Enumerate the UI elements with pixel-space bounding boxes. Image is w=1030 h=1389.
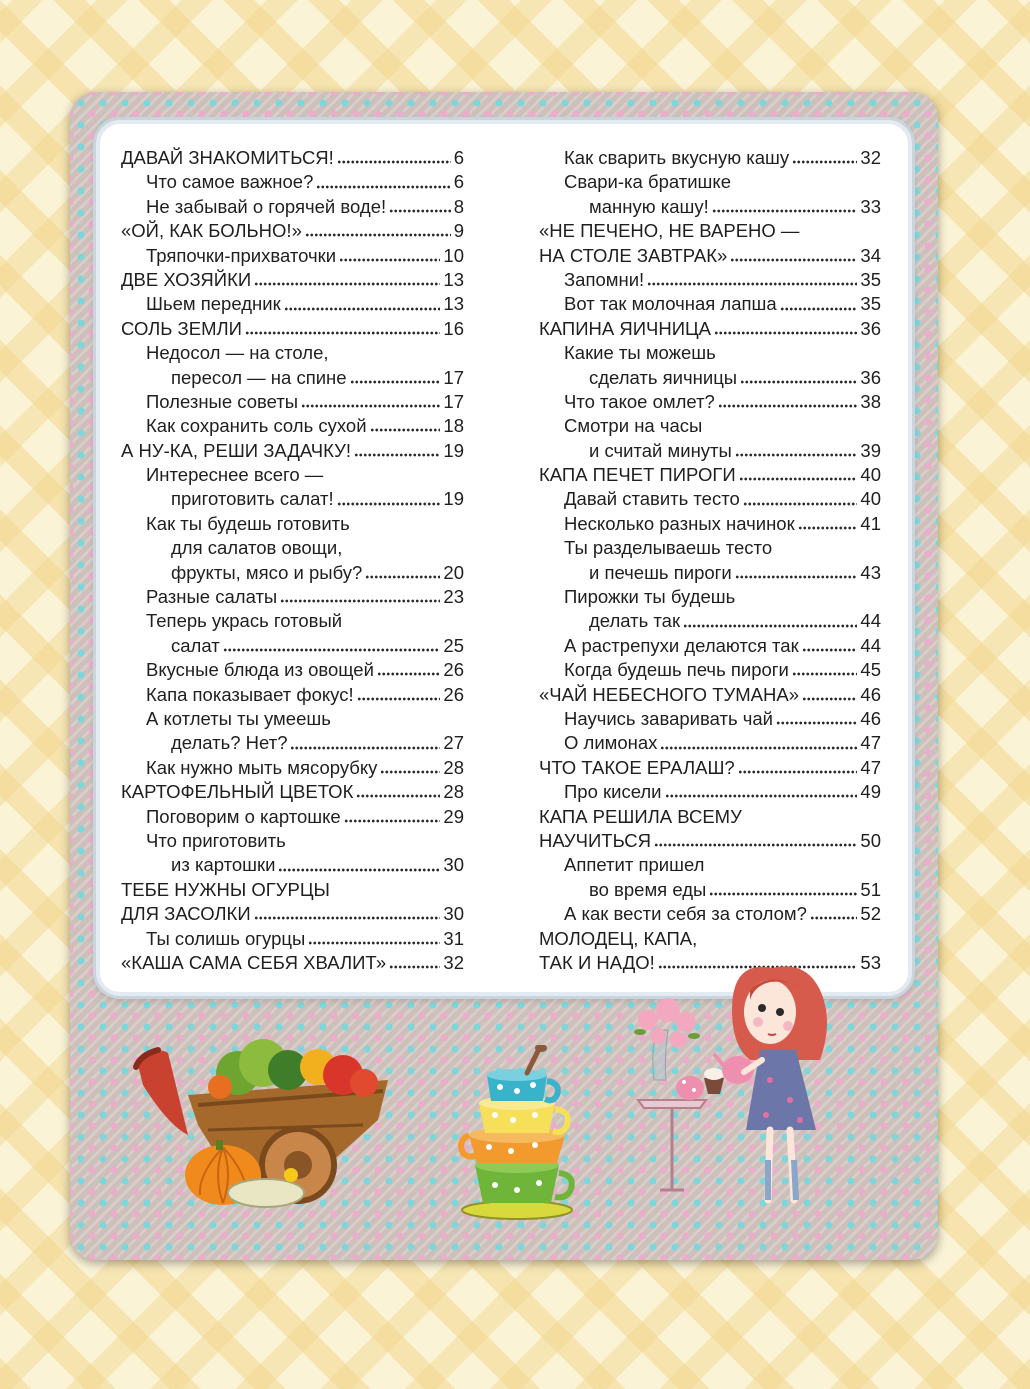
dot-leader: [654, 833, 857, 849]
toc-page-number: 46: [860, 707, 881, 729]
toc-entry-title: для салатов овощи,: [171, 537, 343, 559]
toc-entry: [539, 244, 881, 268]
toc-entry-title: Что приготовить: [146, 829, 286, 851]
toc-page-number: 49: [860, 781, 881, 803]
toc-entry: [121, 536, 464, 560]
dot-leader: [665, 784, 858, 800]
toc-entry-title: салат: [171, 634, 220, 656]
dot-leader: [780, 297, 858, 313]
toc-entry: [121, 439, 464, 463]
toc-entry-title: МОЛОДЕЦ, КАПА,: [539, 927, 698, 949]
toc-entry: [539, 829, 881, 853]
dot-leader: [350, 370, 441, 386]
toc-entry-title: КАПИНА ЯИЧНИЦА: [539, 317, 712, 339]
toc-entry-title: Вот так молочная лапша: [564, 293, 777, 315]
dot-leader: [365, 565, 440, 581]
toc-entry: [121, 244, 464, 268]
toc-entry: [121, 683, 464, 707]
toc-entry: [539, 634, 881, 658]
toc-entry-title: Про кисели: [564, 781, 662, 803]
dot-leader: [377, 662, 441, 678]
toc-entry: [539, 780, 881, 804]
dot-leader: [370, 418, 441, 434]
toc-entry: [121, 731, 464, 755]
toc-entry-title: Шьем передник: [146, 293, 281, 315]
toc-page-number: 13: [443, 293, 464, 315]
toc-entry: [121, 561, 464, 585]
toc-entry: [121, 317, 464, 341]
toc-page-number: 35: [860, 268, 881, 290]
dot-leader: [792, 662, 858, 678]
toc-entry-title: ЧТО ТАКОЕ ЕРАЛАШ?: [539, 756, 735, 778]
toc-entry: [539, 707, 881, 731]
toc-page-number: 6: [453, 147, 464, 168]
toc-entry-title: из картошки: [171, 854, 276, 876]
dot-leader: [389, 955, 440, 971]
dot-leader: [284, 297, 441, 313]
toc-entry-title: ТАК И НАДО!: [539, 951, 655, 973]
toc-entry-title: КАРТОФЕЛЬНЫЙ ЦВЕТОК: [121, 781, 354, 803]
toc-page-number: 23: [443, 586, 464, 608]
toc-entry: [539, 512, 881, 536]
toc-entry: [121, 463, 464, 487]
toc-entry: [539, 487, 881, 511]
dot-leader: [223, 638, 441, 654]
toc-entry-title: Что такое омлет?: [564, 390, 715, 412]
dot-leader: [280, 589, 440, 605]
toc-entry-title: пересол — на спине: [171, 366, 347, 388]
dot-leader: [301, 394, 440, 410]
toc-entry-title: делать? Нет?: [171, 732, 288, 754]
dot-leader: [254, 272, 440, 288]
toc-page-number: 30: [443, 854, 464, 876]
toc-entry: [121, 390, 464, 414]
dot-leader: [738, 760, 858, 776]
dot-leader: [647, 272, 857, 288]
toc-entry: [539, 853, 881, 877]
toc-entry: [121, 512, 464, 536]
toc-entry: [121, 341, 464, 365]
toc-entry: [539, 292, 881, 316]
toc-entry-title: ТЕБЕ НУЖНЫ ОГУРЦЫ: [121, 878, 330, 900]
toc-page-number: 28: [443, 781, 464, 803]
toc-entry: [539, 366, 881, 390]
toc-page-number: 40: [860, 488, 881, 510]
toc-entry-title: манную кашу!: [589, 195, 709, 217]
toc-entry-title: Вкусные блюда из овощей: [146, 659, 374, 681]
toc-entry-title: Теперь укрась готовый: [146, 610, 343, 632]
toc-entry-title: НА СТОЛЕ ЗАВТРАК»: [539, 244, 728, 266]
toc-page-number: 41: [860, 512, 881, 534]
toc-entry-title: О лимонах: [564, 732, 658, 754]
toc-entry: [539, 170, 881, 194]
toc-page-number: 34: [860, 244, 881, 266]
toc-entry: [121, 634, 464, 658]
toc-entry-title: Свари-ка братишке: [564, 171, 731, 193]
toc-page-number: 35: [860, 293, 881, 315]
toc-entry-title: Полезные советы: [146, 390, 299, 412]
toc-entry-title: Как ты будешь готовить: [146, 512, 350, 534]
dot-leader: [380, 760, 440, 776]
toc-entry: [121, 487, 464, 511]
dot-leader: [357, 687, 441, 703]
toc-entry: [121, 756, 464, 780]
toc-entry: [121, 927, 464, 951]
toc-entry: [121, 366, 464, 390]
dot-leader: [792, 150, 857, 166]
dot-leader: [714, 321, 857, 337]
toc-entry-title: фрукты, мясо и рыбу?: [171, 561, 363, 583]
toc-page-number: 19: [443, 488, 464, 510]
toc-page-number: 26: [443, 659, 464, 681]
toc-entry: [539, 146, 881, 170]
toc-page-number: 43: [860, 561, 881, 583]
toc-entry: [539, 683, 881, 707]
toc-entry-title: «ЧАЙ НЕБЕСНОГО ТУМАНА»: [539, 683, 799, 705]
toc-entry-title: Тряпочки-прихваточки: [146, 244, 337, 266]
toc-entry-title: Как нужно мыть мясорубку: [146, 756, 378, 778]
toc-entry: [539, 927, 881, 951]
toc-entry: [121, 707, 464, 731]
toc-page-number: 44: [860, 610, 881, 632]
toc-entry: [121, 951, 464, 975]
dot-leader: [735, 443, 858, 459]
toc-page-number: 10: [443, 244, 464, 266]
toc-page-number: 27: [443, 732, 464, 754]
toc-entry-title: приготовить салат!: [171, 488, 334, 510]
toc-entry-title: Давай ставить тесто: [564, 488, 740, 510]
dot-leader: [660, 736, 857, 752]
toc-entry: [539, 390, 881, 414]
dot-leader: [389, 199, 451, 215]
toc-entry-title: КАПА РЕШИЛА ВСЕМУ: [539, 805, 742, 827]
toc-entry: [121, 292, 464, 316]
toc-entry: [539, 317, 881, 341]
dot-leader: [337, 150, 451, 166]
toc-page-number: 38: [860, 390, 881, 412]
toc-entry: [121, 195, 464, 219]
toc-entry-title: Как сварить вкусную кашу: [564, 147, 790, 168]
toc-entry-title: СОЛЬ ЗЕМЛИ: [121, 317, 242, 339]
dot-leader: [339, 248, 440, 264]
toc-entry-title: во время еды: [589, 878, 707, 900]
dot-leader: [712, 199, 858, 215]
dot-leader: [735, 565, 858, 581]
dot-leader: [683, 614, 857, 630]
dot-leader: [802, 687, 857, 703]
dot-leader: [743, 492, 858, 508]
toc-entry-title: КАПА ПЕЧЕТ ПИРОГИ: [539, 464, 736, 486]
dot-leader: [740, 370, 857, 386]
toc-entry-title: и печешь пироги: [589, 561, 732, 583]
toc-entry-title: Запомни!: [564, 268, 645, 290]
toc-page-number: 9: [453, 220, 464, 242]
toc-entry-title: «КАША САМА СЕБЯ ХВАЛИТ»: [121, 951, 387, 973]
toc-entry: [121, 219, 464, 243]
toc-entry: [121, 609, 464, 633]
toc-page-number: 8: [453, 195, 464, 217]
toc-entry-title: ДВЕ ХОЗЯЙКИ: [121, 268, 252, 290]
toc-page-number: 47: [860, 732, 881, 754]
dot-leader: [245, 321, 441, 337]
toc-entry-title: А как вести себя за столом?: [564, 903, 807, 925]
toc-entry: [121, 585, 464, 609]
toc-entry: [539, 439, 881, 463]
toc-entry-title: Как сохранить соль сухой: [146, 415, 367, 437]
toc-entry-title: Научись заваривать чай: [564, 707, 774, 729]
dot-leader: [810, 906, 858, 922]
toc-entry: [539, 219, 881, 243]
toc-entry-title: Не забывай о горячей воде!: [146, 195, 387, 217]
toc-page-number: 40: [860, 464, 881, 486]
toc-entry: [121, 170, 464, 194]
dot-leader: [305, 223, 451, 239]
toc-entry: [121, 805, 464, 829]
toc-page-number: 31: [443, 927, 464, 949]
toc-entry: [121, 853, 464, 877]
dot-leader: [337, 492, 441, 508]
toc-page-number: 26: [443, 683, 464, 705]
toc-column-right: [539, 146, 881, 975]
toc-entry: [121, 268, 464, 292]
toc-page-number: 17: [443, 366, 464, 388]
toc-entry-title: Разные салаты: [146, 586, 278, 608]
dot-leader: [290, 736, 440, 752]
toc-entry: [539, 609, 881, 633]
toc-entry-title: А НУ-КА, РЕШИ ЗАДАЧКУ!: [121, 439, 351, 461]
toc-entry-title: Интереснее всего —: [146, 464, 324, 486]
toc-page-number: 29: [443, 805, 464, 827]
toc-page-number: 45: [860, 659, 881, 681]
toc-entry-title: Недосол — на столе,: [146, 342, 329, 364]
toc-entry-title: НАУЧИТЬСЯ: [539, 829, 652, 851]
dot-leader: [354, 443, 440, 459]
dot-leader: [802, 638, 858, 654]
toc-entry: [121, 829, 464, 853]
toc-entry-title: Пирожки ты будешь: [564, 586, 736, 608]
dot-leader: [718, 394, 858, 410]
toc-page-number: 30: [443, 903, 464, 925]
toc-entry: [539, 878, 881, 902]
dot-leader: [344, 809, 441, 825]
toc-entry-title: Смотри на часы: [564, 415, 703, 437]
toc-entry-title: ДЛЯ ЗАСОЛКИ: [121, 903, 251, 925]
toc-entry-title: Несколько разных начинок: [564, 512, 795, 534]
toc-entry: [121, 780, 464, 804]
toc-entry-title: А растрепухи делаются так: [564, 634, 799, 656]
toc-entry-title: Какие ты можешь: [564, 342, 716, 364]
toc-entry: [539, 805, 881, 829]
toc-entry: [539, 536, 881, 560]
toc-page-number: 16: [443, 317, 464, 339]
toc-entry-title: Когда будешь печь пироги: [564, 659, 789, 681]
girl-pouring-tea-illustration: [620, 950, 870, 1210]
toc-page-number: 32: [860, 147, 881, 168]
toc-page-number: 53: [860, 951, 881, 973]
toc-entry: [539, 341, 881, 365]
toc-page-number: 13: [443, 268, 464, 290]
toc-entry-title: Капа показывает фокус!: [146, 683, 354, 705]
dot-leader: [730, 248, 857, 264]
toc-entry-title: ДАВАЙ ЗНАКОМИТЬСЯ!: [121, 147, 334, 168]
toc-entry-title: и считай минуты: [589, 439, 732, 461]
toc-entry: [121, 878, 464, 902]
toc-page-number: 32: [443, 951, 464, 973]
toc-page-number: 50: [860, 829, 881, 851]
toc-entry: [539, 585, 881, 609]
dot-leader: [254, 906, 441, 922]
toc-entry: [539, 195, 881, 219]
dot-leader: [776, 711, 857, 727]
toc-entry-title: «НЕ ПЕЧЕНО, НЕ ВАРЕНО —: [539, 220, 800, 242]
toc-page-number: 44: [860, 634, 881, 656]
toc-page-number: 51: [860, 878, 881, 900]
toc-entry: [539, 902, 881, 926]
toc-entry: [121, 902, 464, 926]
toc-entry: [539, 756, 881, 780]
toc-entry: [539, 463, 881, 487]
toc-entry: [121, 414, 464, 438]
dot-leader: [709, 882, 857, 898]
toc-page-number: 17: [443, 390, 464, 412]
toc-page-number: 20: [443, 561, 464, 583]
toc-column-left: [121, 146, 464, 975]
toc-entry-title: Ты разделываешь тесто: [564, 537, 773, 559]
toc-entry: [539, 731, 881, 755]
toc-page-number: 36: [860, 366, 881, 388]
toc-page-number: 39: [860, 439, 881, 461]
toc-entry-title: делать так: [589, 610, 681, 632]
toc-page-number: 19: [443, 439, 464, 461]
toc-page-number: 36: [860, 317, 881, 339]
toc-entry-title: Ты солишь огурцы: [146, 927, 306, 949]
dot-leader: [798, 516, 858, 532]
vegetable-wheelbarrow-illustration: [128, 1025, 408, 1210]
toc-page-number: 25: [443, 634, 464, 656]
toc-entry-title: сделать яичницы: [589, 366, 738, 388]
toc-entry: [121, 146, 464, 170]
toc-entry: [539, 561, 881, 585]
toc-entry: [539, 658, 881, 682]
dot-leader: [308, 931, 440, 947]
toc-page-number: 46: [860, 683, 881, 705]
dot-leader: [316, 175, 450, 191]
toc-entry: [539, 268, 881, 292]
dot-leader: [356, 784, 440, 800]
toc-page-number: 28: [443, 756, 464, 778]
toc-page-number: 47: [860, 756, 881, 778]
toc-entry-title: Аппетит пришел: [564, 854, 705, 876]
toc-page-number: 18: [443, 415, 464, 437]
toc-entry-title: А котлеты ты умеешь: [146, 707, 331, 729]
toc-page-number: 52: [860, 903, 881, 925]
toc-entry: [121, 658, 464, 682]
dot-leader: [278, 858, 440, 874]
stacked-teacups-illustration: [455, 1045, 580, 1220]
toc-page-number: 6: [453, 171, 464, 193]
toc-entry-title: Что самое важное?: [146, 171, 314, 193]
toc-entry: [539, 414, 881, 438]
toc-entry-title: Поговорим о картошке: [146, 805, 341, 827]
dot-leader: [739, 467, 858, 483]
toc-page-number: 33: [860, 195, 881, 217]
toc-entry-title: «ОЙ, КАК БОЛЬНО!»: [121, 220, 302, 242]
